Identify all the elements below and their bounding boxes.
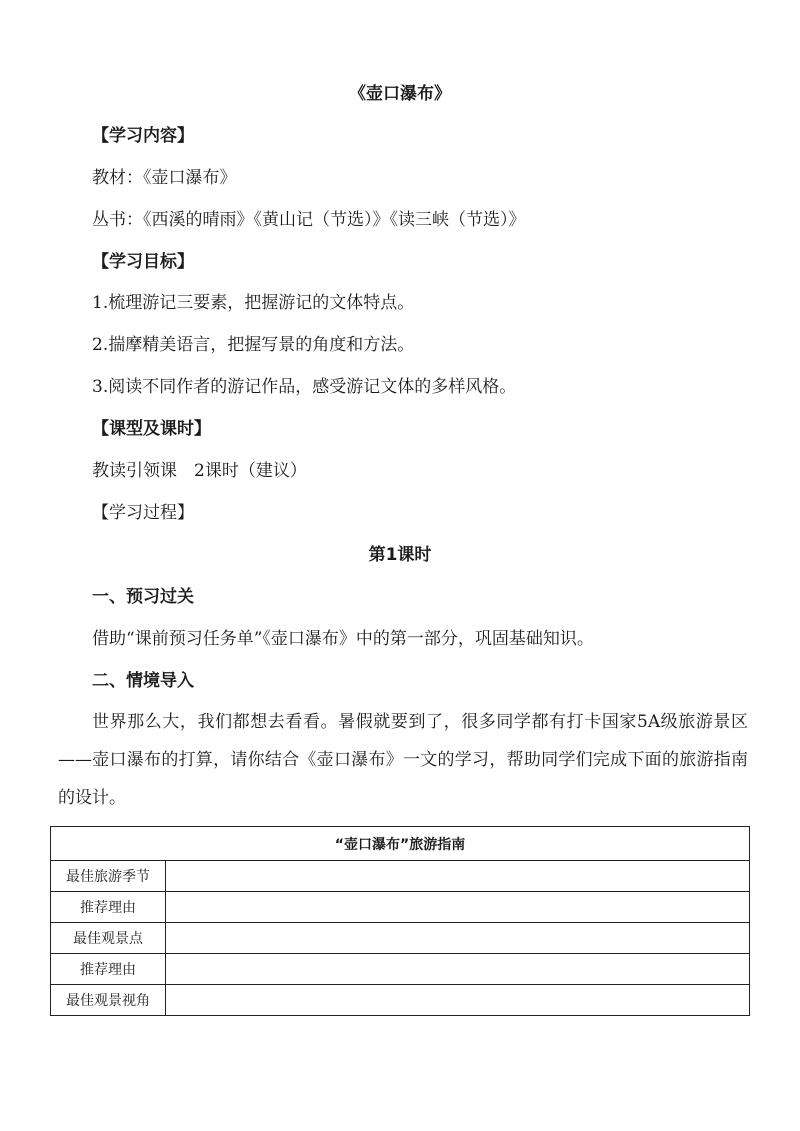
table-row — [51, 827, 750, 861]
learning-content-heading: 【学习内容】 — [92, 126, 194, 146]
travel-guide-table — [50, 826, 750, 1016]
section2-paragraph: 世界那么大，我们都想去看看。暑假就要到了，很多同学都有打卡国家5A级旅游景区——壶口瀑布的打算，请你结合《壶口瀑布》一文的学习，帮助同学们完成下面的旅游指南的设计。 — [58, 712, 748, 808]
section1-text: 借助“课前预习任务单”《壶口瀑布》中的第一部分，巩固基础知识。 — [92, 629, 594, 649]
guide-table-title: “壶口瀑布”旅游指南 — [51, 827, 750, 861]
row-label-season-reason: 推荐理由 — [51, 892, 166, 923]
learning-goals-heading: 【学习目标】 — [92, 252, 194, 272]
textbook-line: 教材：《壶口瀑布》 — [92, 168, 237, 188]
row-label-best-spot: 最佳观景点 — [51, 923, 166, 954]
process-heading: 【学习过程】 — [92, 503, 194, 523]
row-label-spot-reason: 推荐理由 — [51, 954, 166, 985]
goal-item-1: 1.梳理游记三要素，把握游记的文体特点。 — [92, 293, 415, 313]
section1-heading: 一、预习过关 — [92, 587, 194, 607]
table-row — [51, 954, 750, 985]
table-row — [51, 892, 750, 923]
row-label-best-season: 最佳旅游季节 — [51, 861, 166, 892]
best-angle-cell[interactable] — [166, 985, 750, 1016]
section2-heading: 二、情境导入 — [92, 671, 194, 691]
lesson-type-heading: 【课型及课时】 — [92, 419, 211, 439]
goal-item-3: 3.阅读不同作者的游记作品，感受游记文体的多样风格。 — [92, 377, 517, 397]
best-spot-cell[interactable] — [166, 923, 750, 954]
table-row — [51, 923, 750, 954]
page-title: 《壶口瀑布》 — [349, 84, 451, 104]
season-reason-cell[interactable] — [166, 892, 750, 923]
spot-reason-cell[interactable] — [166, 954, 750, 985]
table-row — [51, 861, 750, 892]
table-row — [51, 985, 750, 1016]
goal-item-2: 2.揣摩精美语言，把握写景的角度和方法。 — [92, 335, 415, 355]
series-line: 丛书：《西溪的晴雨》《黄山记（节选）》《读三峡（节选）》 — [92, 210, 526, 230]
lesson-type-text: 教读引领课 2课时（建议） — [92, 461, 307, 481]
best-season-cell[interactable] — [166, 861, 750, 892]
row-label-best-angle: 最佳观景视角 — [51, 985, 166, 1016]
session-title: 第1课时 — [368, 545, 432, 565]
